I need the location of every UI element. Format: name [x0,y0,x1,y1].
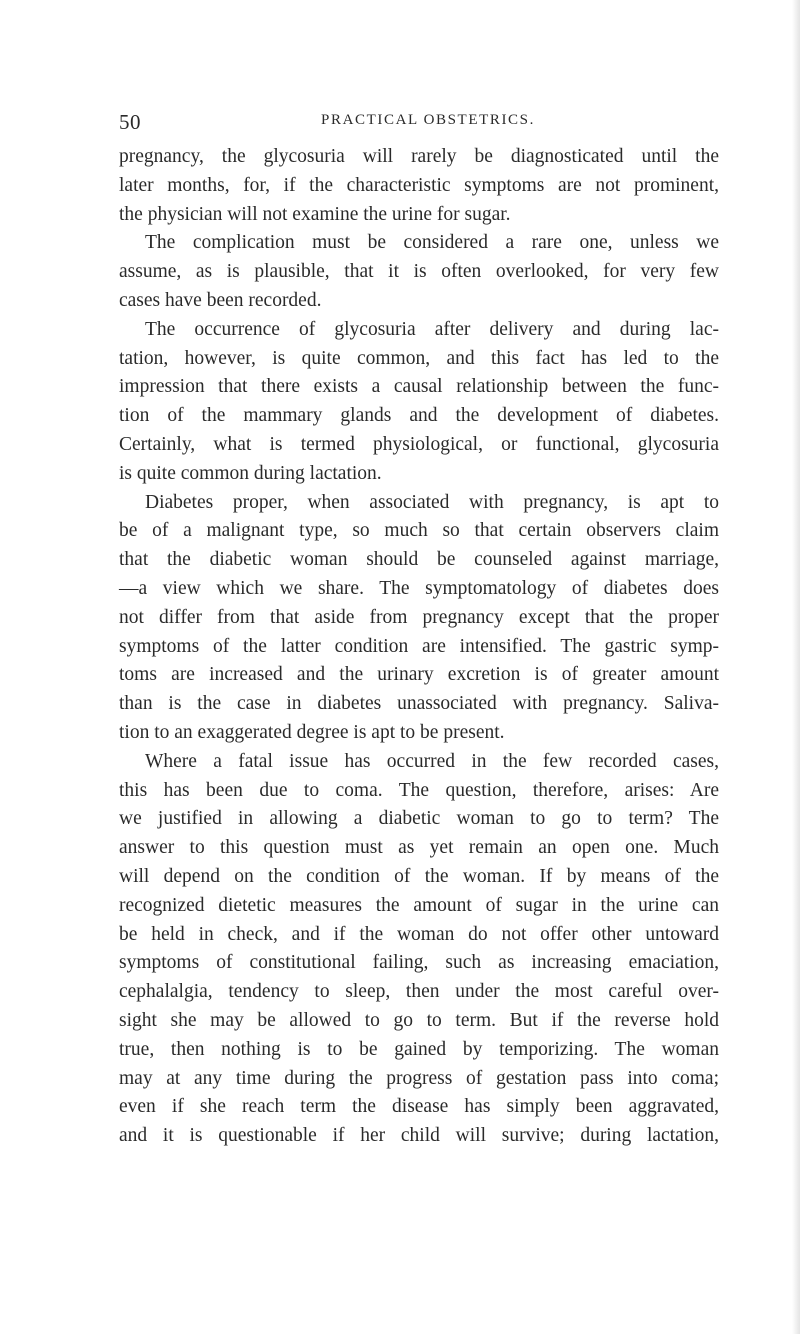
text-line: assume, as is plausible, that it is often overlooked, for very few [119,261,719,283]
text-line: true, then nothing is to be gained by temporizing. The woman [119,1038,719,1060]
text-line: the physician will not examine the urine for sugar. [119,203,511,225]
page-number: 50 [119,110,141,134]
text-line: even if she reach term the disease has simply been aggravated, [119,1096,719,1118]
text-line: than is the case in diabetes unassociated with pregnancy. Saliva- [119,693,719,715]
text-line: —a view which we share. The symptomatology of diabetes does [119,577,719,599]
text-line: be of a malignant type, so much so that certain observers claim [119,520,719,542]
text-line: not differ from that aside from pregnancy except that the proper [119,606,719,628]
text-line: that the diabetic woman should be counseled against marriage, [119,549,719,571]
text-line: cephalalgia, tendency to sleep, then under the most careful over- [119,981,719,1003]
text-line: Certainly, what is termed physiological, or functional, glycosuria [119,433,719,455]
text-line: is quite common during lactation. [119,462,382,484]
text-line: impression that there exists a causal relationship between the func- [119,376,719,398]
body-text [119,143,719,1151]
paragraph-start-line: Where a fatal issue has occurred in the few recorded cases, [145,750,719,772]
paragraph-start-line: Diabetes proper, when associated with pregnancy, is apt to [145,491,719,513]
paragraph-start-line: The occurrence of glycosuria after delivery and during lac- [145,318,719,340]
text-line: will depend on the condition of the woman. If by means of the [119,865,719,887]
text-line: may at any time during the progress of gestation pass into coma; [119,1067,719,1089]
text-line: this has been due to coma. The question, therefore, arises: Are [119,779,719,801]
page-edge-shadow [792,0,800,1334]
text-line: recognized dietetic measures the amount of sugar in the urine can [119,894,719,916]
text-line: cases have been recorded. [119,289,322,311]
text-line: we justified in allowing a diabetic woman to go to term? The [119,808,719,830]
text-line: symptoms of the latter condition are intensified. The gastric symp- [119,635,719,657]
paragraph-start-line: The complication must be considered a rare one, unless we [145,232,719,254]
text-line: pregnancy, the glycosuria will rarely be diagnosticated until the [119,146,719,167]
running-head [119,110,709,134]
text-line: later months, for, if the characteristic symptoms are not prominent, [119,174,719,196]
running-title: PRACTICAL OBSTETRICS. [321,112,535,128]
text-line: symptoms of constitutional failing, such as increasing emaciation, [119,952,719,974]
text-line: sight she may be allowed to go to term. But if the reverse hold [119,1009,719,1031]
text-line: tion of the mammary glands and the development of diabetes. [119,405,719,427]
text-line: tion to an exaggerated degree is apt to be present. [119,721,505,743]
text-line: tation, however, is quite common, and this fact has led to the [119,347,719,369]
text-line: toms are increased and the urinary excretion is of greater amount [119,664,719,686]
text-line: be held in check, and if the woman do not offer other untoward [119,923,719,945]
text-line: answer to this question must as yet remain an open one. Much [119,837,719,859]
text-line: and it is questionable if her child will survive; during lactation, [119,1125,719,1147]
